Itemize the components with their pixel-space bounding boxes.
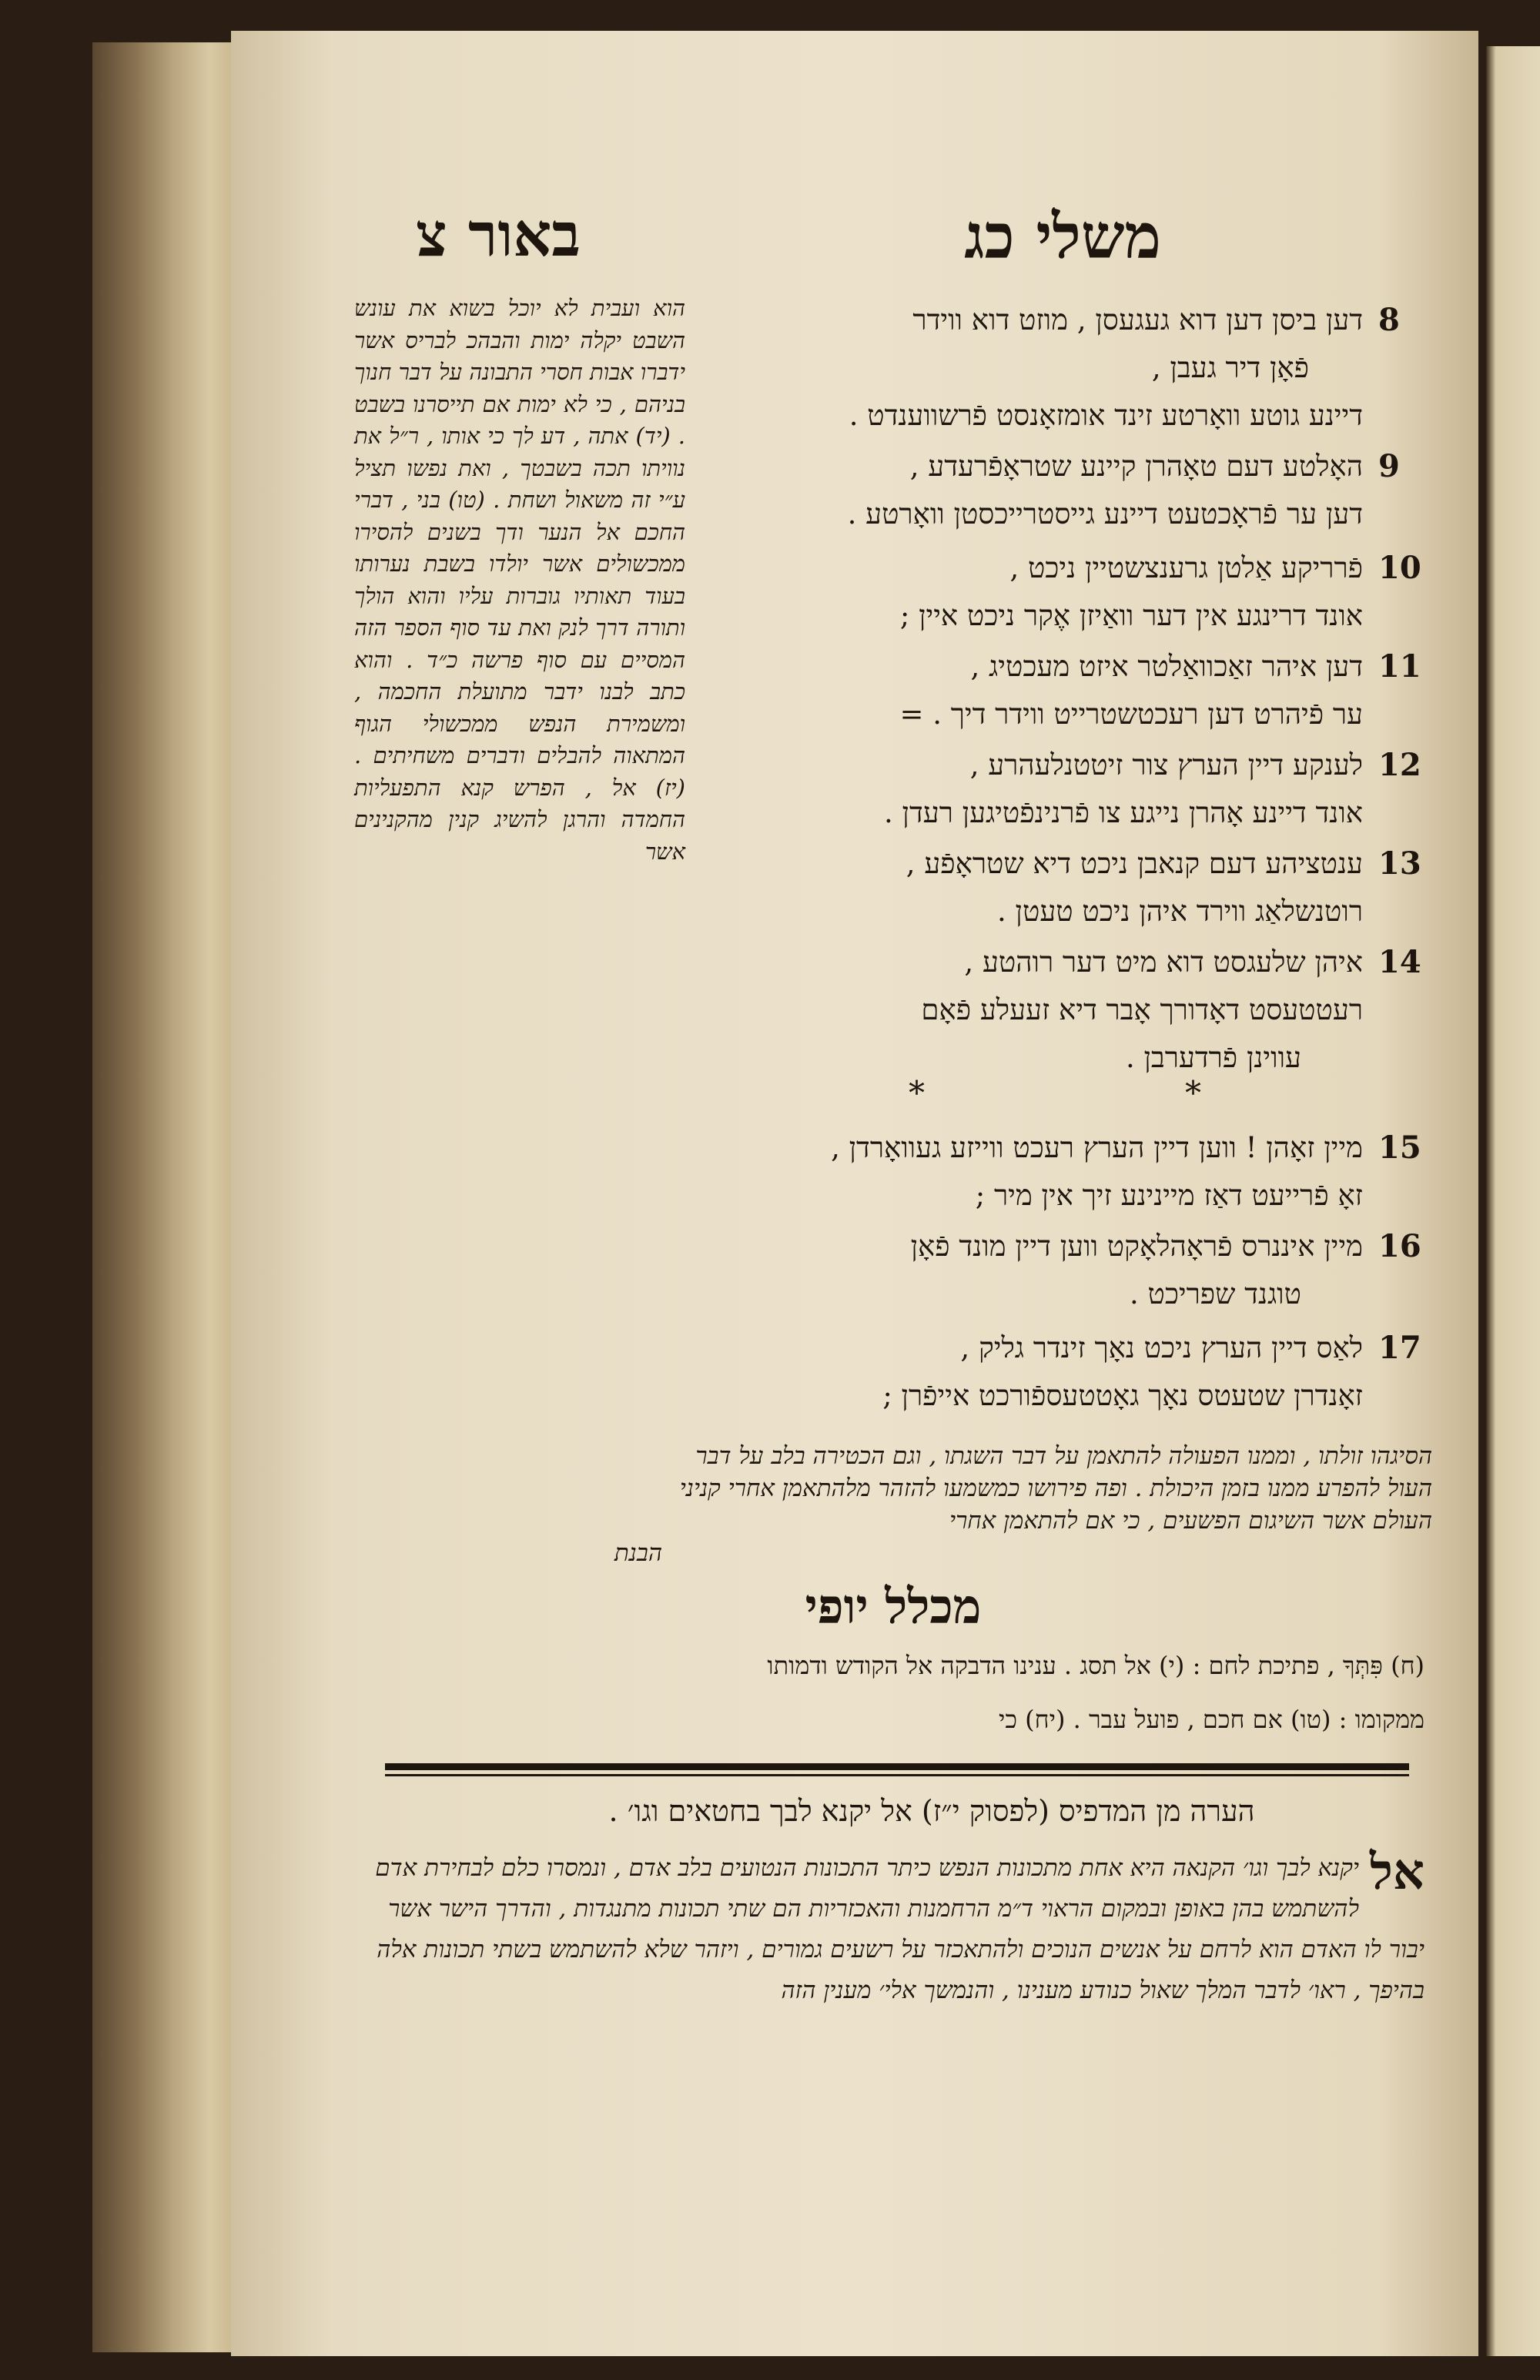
horizontal-rule (385, 1763, 1409, 1770)
verse-15 (693, 1124, 1432, 1220)
horizontal-rule-thin (385, 1774, 1409, 1776)
commentary-column: הוא ועבית לא יוכל בשוא את עונש השבט יקלה ימות והבהכ לבריס אשר ידברו אבות חסרי התבונה על דבר חנוך בניהם , כי לא ימות אם תייסרנו בשבט . (יד) אתה , דע לך כי אותו , ר״ל את נוויתו תכה בשבטך , ואת נפשו תציל ע״י זה משאול ושחת . (טו) בני , דברי החכם אל הנער ודך בשנים להסירו ממכשולים אשר יולדו בשבת נערותו בעוד תאותיו גוברות עליו והוא הולך ותורה דרך לנק ואת עד סוף הספר הזה המסיים עם סוף פרשה כ״ד . והוא כתב לבנו ידבר מתועלת החכמה , ומשמירת הנפש ממכשולי הגוף המתאוה להבלים ודברים משחיתים . (יז) אל , הפרש קנא התפעליות החמדה והרגן להשיג קנין מהקנינים אשר (354, 295, 685, 865)
facing-page-edge (1486, 46, 1540, 2356)
verse-line: עווינן פֿרדערבן . (1125, 1041, 1301, 1074)
verse-line: אונד דרינגע אין דער וואַיזן אֶקר ניכט איין ; (899, 599, 1363, 632)
verse-line: לאַס דיין הערץ ניכט נאָך זינדר גליק , (960, 1331, 1363, 1364)
star-glyph: * (909, 1074, 925, 1112)
printer-note-title: הערה מן המדפיס (לפסוק י״ז) אל יקנא לבך בחטאים וגו׳ . (608, 1794, 1255, 1828)
verse-line: פֿרריקע אַלטן גרענצשטיין ניכט , (1009, 551, 1363, 584)
verse-line: רעטטעסט דאָדורך אָבר דיא זעעלע פֿאָם (921, 993, 1363, 1026)
verse-line: מיין זאָהן ! ווען דיין הערץ רעכט ווייזע געוואָרדן , (831, 1131, 1363, 1164)
verse-number: 14 (1378, 944, 1421, 980)
verse-number: 11 (1378, 648, 1421, 685)
verse-line: ער פֿיהרט דען רעכטשטרייט ווידר דיך . = (899, 698, 1363, 731)
glossary-line: (ח) פִּתְּךָ , פתיכת לחם : (י) אל תסג . ענינו הדבקה אל הקודש ודמותו (767, 1651, 1424, 1680)
verse-line: לענקע דיין הערץ צור זיטטנלעהרע , (969, 748, 1363, 782)
verse-line: רוטנשלאַג ווירד איהן ניכט טעטן . (997, 895, 1363, 928)
verse-9 (693, 443, 1432, 538)
verse-number: 8 (1378, 302, 1400, 338)
verse-16 (693, 1223, 1432, 1318)
verse-number: 13 (1378, 845, 1421, 882)
verse-line: זאָ פֿרייעט דאַז מיינינע זיך אין מיר ; (975, 1179, 1363, 1212)
verse-line: דיינע גוטע וואָרטע זינד אומזאָנסט פֿרשווענדט . (849, 399, 1363, 432)
verse-number: 9 (1378, 448, 1400, 484)
verse-11 (693, 643, 1432, 738)
verse-line: אונד דיינע אָהרן נייגע צו פֿרנינפֿטיגען רעדן . (884, 796, 1363, 829)
printer-note-text: יקנא לבך וגו׳ הקנאה היא אחת מתכונות הנפש כיתר התכונות הנטועים בלב אדם , ונמסרו כלם לבחירת אדם להשתמש בהן באופן ובמקום הראוי ד״מ הרחמנות והאכזריות הם שתי תכונות מתנגדות , והדרך הישר אשר יבור לו האדם הוא לרחם על אנשים הנוכים ולהתאכזר על רשעים גמורים , ויזהר שלא להשתמש בשתי תכונות אלה בהיפך , ראו׳ לדבר המלך שאול כנודע מענינו , והנמשך אלי׳ מענין הזה (375, 1854, 1424, 2004)
verse-line: טוגנד שפריכט . (1129, 1277, 1301, 1311)
star-glyph: * (1185, 1074, 1201, 1112)
verse-line: זאָנדרן שטעטס נאָך גאָטטעספֿורכט אייפֿרן ; (882, 1379, 1363, 1412)
printer-note-initial: אל (1369, 1843, 1424, 1901)
printer-note-body (370, 1843, 1424, 2011)
verse-12 (693, 741, 1432, 837)
section-title: מכלל יופי (805, 1578, 982, 1635)
verse-line: מיין איננרס פֿראָהלאָקט ווען דיין מונד פֿאָן (910, 1230, 1363, 1263)
verse-line: ענטציהע דעם קנאבן ניכט דיא שטראָפֿע , (906, 847, 1363, 880)
verse-number: 12 (1378, 747, 1421, 783)
verse-line: האָלטע דעם טאָהרן קיינע שטראָפֿרעדע , (909, 450, 1363, 483)
verse-number: 17 (1378, 1330, 1421, 1366)
footnote-line: הבנת (614, 1539, 662, 1567)
glossary-line: ממקומו : (טו) אם חכם , פועל עבר . (יח) כי (998, 1705, 1424, 1734)
footnote-continuation (431, 1440, 1432, 1569)
verse-line: פֿאָן דיר געבן , (1151, 351, 1309, 384)
verse-number: 15 (1378, 1130, 1421, 1166)
verse-number: 16 (1378, 1228, 1421, 1264)
page-title: משלי כג (964, 200, 1161, 273)
verse-13 (693, 840, 1432, 936)
verse-line: דען ביסן דען דוא געגעסן , מוזט דוא ווידר (912, 303, 1363, 336)
book-page-edges (92, 42, 239, 2352)
verse-line: דען איהר זאַכוואַלטר איזט מעכטיג , (970, 650, 1363, 683)
verse-8 (693, 296, 1432, 440)
commentary-header: באור צ (416, 200, 581, 270)
footnote-line: הסיגהו זולתו , וממנו הפעולה להתאמן על דבר השגתו , וגם הכטירה בלב על דבר (695, 1442, 1432, 1470)
section-divider-stars (909, 1074, 1201, 1112)
verse-10 (693, 544, 1432, 640)
footnote-line: העולם אשר השיגום הפשעים , כי אם להתאמן אחרי (949, 1507, 1432, 1535)
verse-line: דען ער פֿראָכטעט דיינע גייסטרייכסטן וואָרטע . (847, 497, 1363, 531)
verse-17 (693, 1324, 1432, 1420)
verse-line: איהן שלעגסט דוא מיט דער רוהטע , (964, 946, 1363, 979)
verse-14 (693, 939, 1432, 1082)
footnote-line: העול להפרע ממנו בזמן היכולת . ופה פירושו כמשמעו להזהר מלהתאמן אחרי קניני (679, 1475, 1432, 1502)
verse-number: 10 (1378, 550, 1421, 586)
